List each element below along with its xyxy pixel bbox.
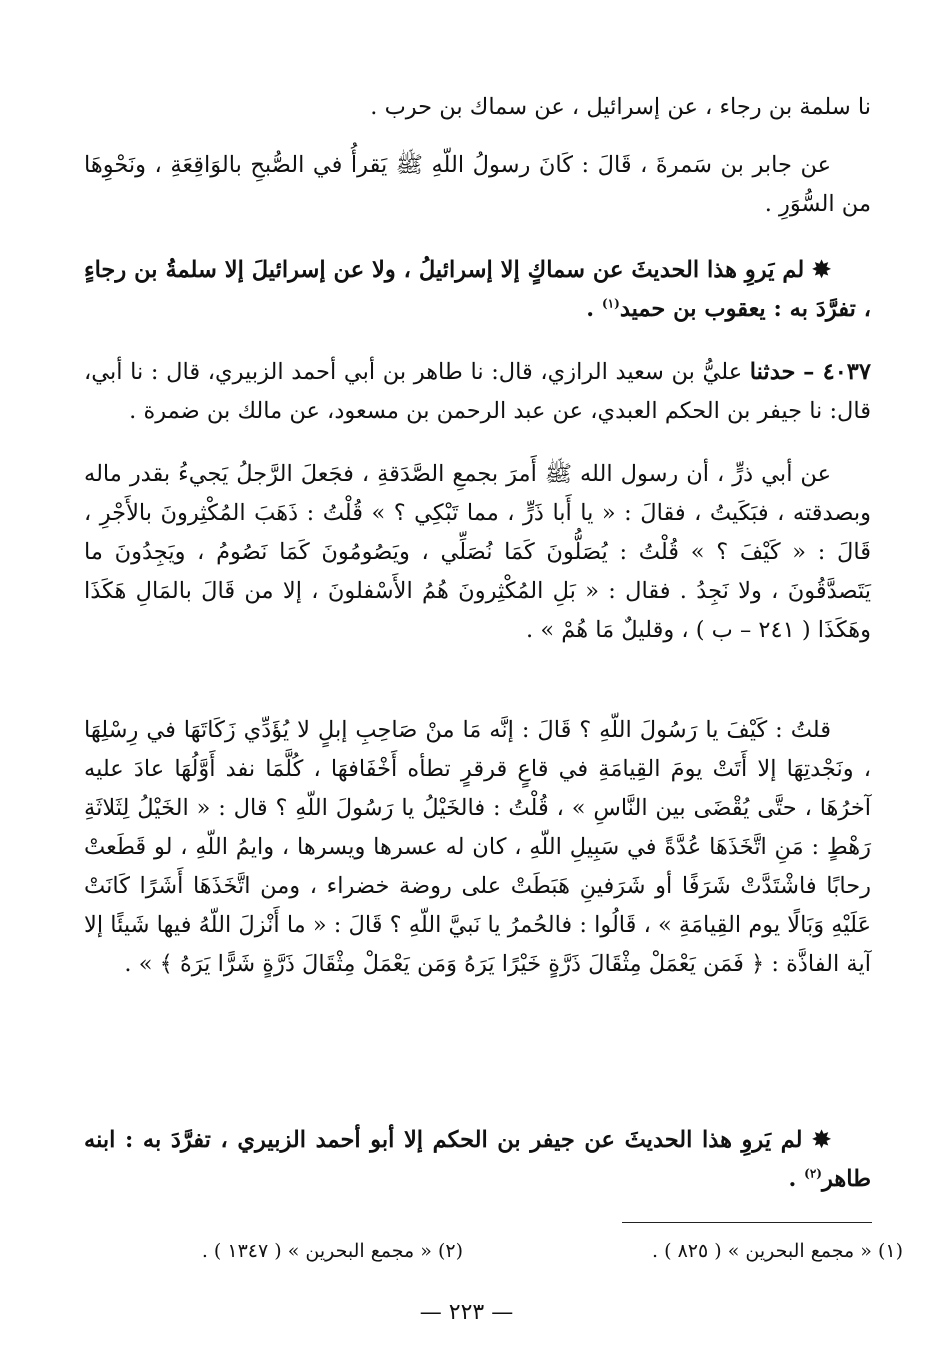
isnad-continuation: نا سلمة بن رجاء ، عن إسرائيل ، عن سماك بن حرب . [370,94,871,120]
footnote-ref-2: (٢) [804,1166,822,1181]
hadith-text-abu-dharr: عن أبي ذرٍّ ، أن رسول الله ﷺ أَمرَ بجمعِ الصَّدَقةِ ، فجَعلَ الرَّجلُ يَجيءُ بقدر ماله وبصدقته ، فبَكَيتُ ، فقالَ : « يا أَبا ذَرٍّ ، مما تَبْكِي ؟ » قُلْتُ : ذَهَبَ المُكْثِرونَ بالأَجْرِ ، قَالَ : « كَيْفَ ؟ » قُلْتُ : يُصَلُّونَ كَمَا نُصَلِّي ، ويَصُومُونَ كَمَا نَصُومُ ، ويَجِدُونَ ما يَتَصدَّقُونَ ، ولا نَجِدُ . فقال : « بَلِ المُكْثِرونَ هُمُ الأَسْفلونَ ، إلا من قَالَ بالمَالِ هَكَذَا وهَكَذَا ( ٢٤١ – ب ) ، وقليلٌ مَا هُمْ » . [84,461,871,643]
hadith-isnad-text: عليُّ بن سعيد الرازي، قال: نا طاهر بن أبي أحمد الزبيري، قال : نا أبي، قال: نا جيفر بن الحكم العبدي، عن عبد الرحمن بن مسعود، عن مالك بن ضمرة . [84,359,871,424]
hadith-text-jabir: عن جابر بن سَمرةَ ، قَالَ : كَانَ رسولُ اللّهِ ﷺ يَقرأُ في الصُّبحِ بالوَاقِعَةِ ، ونَحْوِهَا من السُّوَرِ . [84,152,871,217]
hadith-lead-word: حدثنا [749,359,796,385]
footnote-2: (٢) « مجمع البحرين » ( ١٣٤٧ ) . [201,1240,463,1262]
footnote-ref-1: (١) [601,296,620,311]
commentary-note-2 [84,1121,871,1199]
commentary-note-1-text: ✸ لم يَروِ هذا الحديثَ عن سماكٍ إلا إسرائيلُ ، ولا عن إسرائيلَ إلا سلمةُ بن رجاءٍ ، تفرَّدَ به : يعقوب بن حميد [84,257,871,322]
footnote-divider [622,1222,872,1223]
hadith-text-continuation: قلتُ : كَيْفَ يا رَسُولَ اللّهِ ؟ قَالَ : إنَّه مَا منْ صَاحِبِ إبلٍ لا يُؤَدِّي زَكَاتَهَا في رِسْلِهَا ، ونَجْدتِهَا إلا أَتَتْ يومَ القِيامَةِ في قاعٍ قرقرٍ تطأه أَخْفَافهَا ، كُلَّمَا نفد أَوَّلُهَا عادَ عليه آخرُهَا ، حتَّى يُقْضَى بين النَّاسِ » ، قُلْتُ : فالخَيْلُ يا رَسُولَ اللّهِ ؟ قال : « الخَيْلُ لِثَلاثَةِ رَهْطٍ : مَنِ اتَّخَذَهَا عُدَّةً في سَبِيلِ اللّهِ ، كان له عسرها ويسرها ، وايمُ اللّهِ ، لو قَطَعتْ رحابًا فاشْتَدَّتْ شَرَفًا أو شَرَفينِ هَبَطَتْ على روضة خضراء ، ومن اتَّخَذَهَا أَشَرًا كَانَتْ عَلَيْهِ وَبَالًا يوم القِيامَةِ » ، قَالُوا : فالحُمرُ يا نَبيَّ اللّهِ ؟ قَالَ : « ما أَنْزلَ اللّهُ فيها شَيئًا إلا آية الفاذَّة : ﴿ فَمَن يَعْمَلْ مِثْقَالَ ذَرَّةٍ خَيْرًا يَرَهُ وَمَن يَعْمَلْ مِثْقَالَ ذَرَّةٍ شَرًّا يَرَهُ ﴾ » . [84,717,871,977]
hadith-4037-isnad [84,353,871,431]
commentary-note-2-end: . [788,1166,797,1192]
commentary-note-2-text: ✸ لم يَروِ هذا الحديثَ عن جيفر بن الحكم إلا أبو أحمد الزبيري ، تفرَّدَ به : ابنه طاهر [84,1127,871,1192]
page-number: — ٢٢٣ — [419,1300,514,1325]
hadith-number: ٤٠٣٧ – [803,359,871,385]
commentary-note-1-end: . [586,296,595,322]
footnote-1: (١) « مجمع البحرين » ( ٨٢٥ ) . [652,1240,903,1262]
commentary-note-1 [84,251,871,329]
